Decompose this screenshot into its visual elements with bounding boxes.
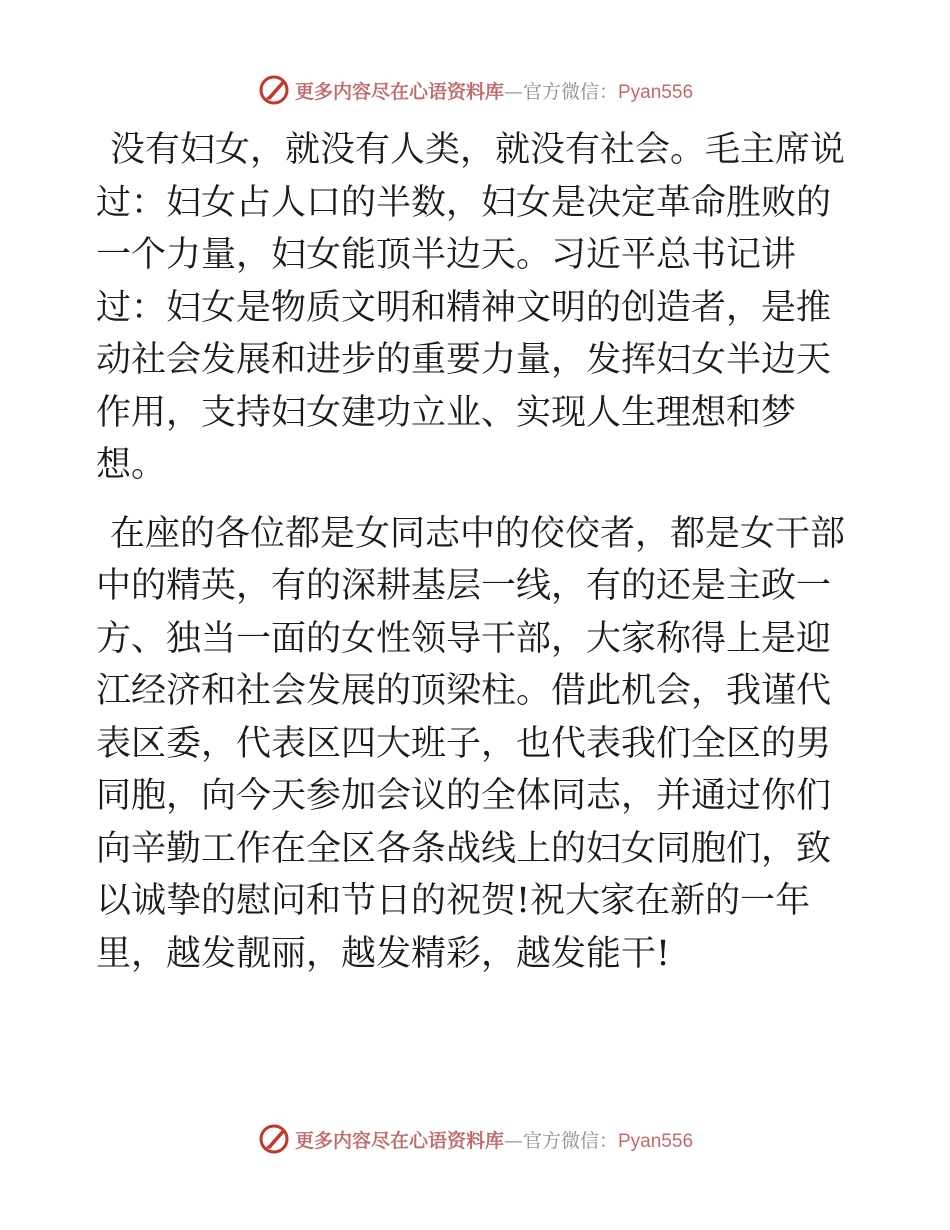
footer-banner [0, 1119, 950, 1159]
paragraph-1: 没有妇女，就没有人类，就没有社会。毛主席说过：妇女占人口的半数，妇女是决定革命胜败的一个力量，妇女能顶半边天。习近平总书记讲过：妇女是物质文明和精神文明的创造者，是推动社会发展和进步的重要力量，发挥妇女半边天作用，支持妇女建功立业、实现人生理想和梦想。 [96, 130, 846, 485]
header-site-text: 更多内容尽在心语资料库 [294, 80, 504, 103]
header-dash: — [503, 80, 523, 103]
footer-wechat-label: 官方微信： [522, 1129, 618, 1152]
quill-logo-icon [257, 1122, 291, 1156]
quill-logo-icon [257, 73, 291, 107]
paragraph-2: 在座的各位都是女同志中的佼佼者，都是女干部中的精英，有的深耕基层一线，有的还是主政一方、独当一面的女性领导干部，大家称得上是迎江经济和社会发展的顶梁柱。借此机会，我谨代表区委，代表区四大班子，也代表我们全区的男同胞，向今天参加会议的全体同志，并通过你们向辛勤工作在全区各条战线上的妇女同胞们，致以诚挚的慰问和节日的祝贺!祝大家在新的一年里，越发靓丽，越发精彩，越发能干! [96, 513, 846, 974]
document-body [96, 124, 856, 980]
header-wechat-id: Pyan556 [618, 81, 694, 103]
header-wechat-label: 官方微信： [522, 80, 618, 103]
footer-dash: — [503, 1129, 523, 1152]
footer-banner-text [295, 1126, 693, 1153]
footer-wechat-id: Pyan556 [618, 1130, 694, 1152]
header-banner-text [295, 77, 693, 104]
header-banner [0, 70, 950, 110]
footer-site-text: 更多内容尽在心语资料库 [294, 1129, 504, 1152]
